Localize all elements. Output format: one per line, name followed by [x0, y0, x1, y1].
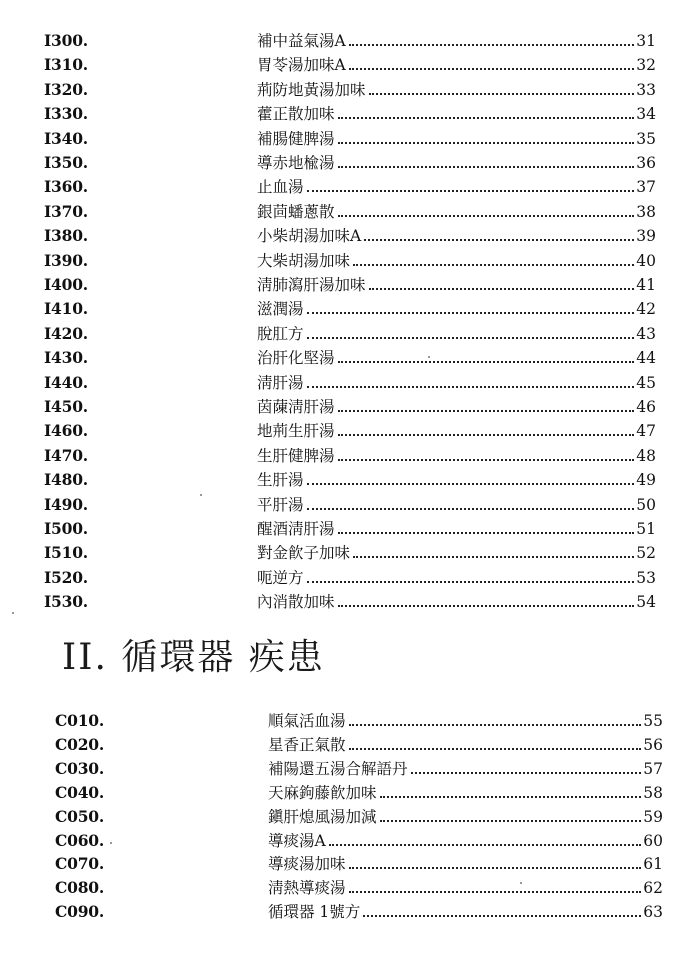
entry-code: I450.	[44, 397, 89, 416]
dot-leader	[353, 556, 634, 558]
entry-code: I430.	[44, 348, 89, 368]
toc-entry	[0, 493, 700, 517]
entry-code: C080.	[55, 878, 105, 898]
scan-speck	[428, 356, 430, 358]
toc-entry	[0, 541, 700, 565]
entry-page-number: 37	[636, 178, 656, 197]
entry-code: C020.	[55, 734, 105, 754]
toc-entry	[0, 444, 700, 468]
entry-page-number: 38	[636, 202, 656, 221]
toc-entry	[0, 781, 700, 805]
entry-title: 滋潤湯	[257, 300, 304, 319]
entry-code: I420.	[44, 323, 89, 343]
dot-leader	[349, 748, 642, 750]
toc-entry	[0, 273, 700, 297]
dot-leader	[349, 867, 642, 869]
toc-entry	[0, 151, 700, 175]
entry-code: I530.	[44, 592, 89, 612]
entry-title: 銀茴蟠蔥散	[257, 202, 335, 221]
dot-leader	[349, 68, 635, 70]
entry-line	[257, 493, 656, 517]
toc-entry	[0, 709, 700, 733]
dot-leader	[307, 312, 635, 314]
entry-title: 星香正氣散	[268, 735, 346, 754]
toc-entry	[0, 78, 700, 102]
entry-line	[268, 829, 663, 853]
entry-page-number: 45	[636, 373, 656, 392]
scan-speck	[520, 882, 522, 884]
entry-title: 內消散加味	[257, 593, 335, 612]
entry-code: C010.	[55, 711, 105, 730]
dot-leader	[349, 724, 642, 726]
entry-code: I470.	[44, 445, 89, 465]
toc-entry	[0, 322, 700, 346]
entry-code: I320.	[44, 79, 89, 99]
scan-speck	[12, 612, 14, 614]
entry-code: I390.	[44, 250, 89, 270]
entry-title: 胃苓湯加味A	[257, 56, 346, 75]
toc-entry	[0, 297, 700, 321]
entry-line	[257, 102, 656, 126]
entry-code: I440.	[44, 372, 89, 392]
dot-leader	[349, 44, 635, 46]
toc-entry	[0, 900, 700, 924]
toc-entry	[0, 805, 700, 829]
entry-page-number: 62	[643, 879, 663, 898]
entry-code: C030.	[55, 758, 105, 778]
entry-code: I360.	[44, 177, 89, 197]
entry-page-number: 51	[636, 520, 656, 538]
entry-code: C060.	[55, 830, 105, 850]
toc-entry	[0, 371, 700, 395]
entry-line	[268, 781, 663, 805]
entry-title: 天麻鉤藤飮加味	[268, 783, 377, 802]
toc-entry	[0, 566, 700, 590]
entry-code: I370.	[44, 201, 89, 221]
entry-page-number: 42	[636, 300, 656, 319]
toc-entry	[0, 175, 700, 199]
entry-page-number: 53	[636, 568, 656, 587]
dot-leader	[338, 215, 635, 217]
dot-leader	[369, 93, 635, 95]
entry-page-number: 47	[636, 422, 656, 441]
entry-page-number: 50	[636, 495, 656, 514]
entry-title: 大柴胡湯加味	[257, 251, 351, 270]
entry-title: 生肝健脾湯	[257, 446, 335, 465]
entry-line	[257, 346, 656, 370]
entry-code: I500.	[44, 519, 89, 538]
toc-entry	[0, 829, 700, 853]
entry-page-number: 56	[643, 735, 663, 754]
entry-line	[257, 590, 656, 614]
toc-entry	[0, 127, 700, 151]
entry-title: 對金飮子加味	[257, 544, 351, 563]
entry-title: 脫肛方	[257, 324, 304, 343]
entry-code: I410.	[44, 299, 89, 319]
entry-page-number: 57	[643, 759, 663, 778]
entry-line	[257, 29, 656, 53]
dot-leader	[307, 386, 635, 388]
entry-code: I490.	[44, 494, 89, 514]
dot-leader	[364, 239, 634, 241]
dot-leader	[307, 581, 635, 583]
entry-line	[268, 709, 663, 733]
entry-page-number: 58	[643, 783, 663, 802]
entry-title: 藿正散加味	[257, 105, 335, 124]
toc-entry	[0, 757, 700, 781]
section-2-heading: II. 循環器 疾患	[62, 637, 325, 678]
entry-title: 小柴胡湯加味A	[257, 227, 362, 246]
entry-line	[257, 566, 656, 590]
entry-title: 荊防地黃湯加味	[257, 80, 366, 99]
dot-leader	[349, 891, 642, 893]
entry-title: 地荊生肝湯	[257, 422, 335, 441]
dot-leader	[307, 337, 635, 339]
entry-title: 呃逆方	[257, 568, 304, 587]
entry-page-number: 34	[636, 105, 656, 124]
toc-entry	[0, 517, 700, 541]
entry-code: I300.	[44, 31, 89, 50]
entry-code: I350.	[44, 153, 89, 172]
dot-leader	[307, 483, 635, 485]
entry-title: 補腸健脾湯	[257, 129, 335, 148]
dot-leader	[338, 361, 635, 363]
entry-page-number: 36	[636, 154, 656, 172]
entry-code: C090.	[55, 902, 105, 922]
dot-leader	[380, 820, 642, 822]
dot-leader	[307, 190, 635, 192]
dot-leader	[338, 142, 635, 144]
entry-line	[268, 733, 663, 757]
toc-entry	[0, 29, 700, 53]
entry-page-number: 55	[643, 712, 663, 730]
toc-entry	[0, 733, 700, 757]
entry-line	[268, 805, 663, 829]
entry-page-number: 40	[636, 251, 656, 270]
entry-code: I400.	[44, 275, 89, 294]
entry-page-number: 52	[636, 544, 656, 563]
toc-entry	[0, 590, 700, 614]
entry-title: 淸肝湯	[257, 373, 304, 392]
entry-line	[257, 297, 656, 321]
entry-line	[257, 200, 656, 224]
entry-line	[268, 852, 663, 876]
entry-code: I520.	[44, 567, 89, 587]
dot-leader	[411, 772, 642, 774]
entry-line	[268, 757, 663, 781]
entry-page-number: 35	[636, 129, 656, 148]
entry-page-number: 31	[636, 32, 656, 50]
toc-entry	[0, 224, 700, 248]
toc-entry	[0, 249, 700, 273]
entry-page-number: 54	[636, 593, 656, 612]
entry-title: 止血湯	[257, 178, 304, 197]
entry-title: 治肝化堅湯	[257, 349, 335, 368]
dot-leader	[329, 844, 642, 846]
dot-leader	[338, 605, 635, 607]
toc-entry	[0, 200, 700, 224]
entry-title: 淸肺瀉肝湯加味	[257, 276, 366, 294]
entry-line	[257, 249, 656, 273]
entry-line	[257, 151, 656, 175]
entry-page-number: 60	[643, 831, 663, 850]
entry-title: 導痰湯加味	[268, 855, 346, 874]
dot-leader	[338, 459, 635, 461]
entry-page-number: 61	[643, 855, 663, 874]
entry-page-number: 43	[636, 324, 656, 343]
entry-page-number: 39	[636, 227, 656, 246]
entry-page-number: 46	[636, 398, 656, 416]
entry-code: C040.	[55, 782, 105, 802]
entry-code: I310.	[44, 55, 89, 75]
entry-line	[257, 541, 656, 565]
toc-entry	[0, 419, 700, 443]
entry-line	[257, 322, 656, 346]
toc-entry	[0, 346, 700, 370]
entry-title: 循環器 1號方	[268, 903, 361, 922]
dot-leader	[338, 117, 635, 119]
entry-code: C070.	[55, 854, 105, 874]
dot-leader	[307, 508, 635, 510]
entry-title: 淸熱導痰湯	[268, 879, 346, 898]
entry-page-number: 49	[636, 471, 656, 490]
scan-speck	[110, 842, 112, 844]
entry-page-number: 59	[643, 807, 663, 826]
entry-title: 補中益氣湯A	[257, 32, 346, 50]
entry-title: 鎭肝熄風湯加減	[268, 807, 377, 826]
toc-entry	[0, 468, 700, 492]
entry-line	[257, 517, 656, 541]
entry-title: 生肝湯	[257, 471, 304, 490]
entry-page-number: 33	[636, 80, 656, 99]
entry-line	[257, 468, 656, 492]
toc-entry	[0, 53, 700, 77]
toc-entry	[0, 876, 700, 900]
entry-code: I510.	[44, 543, 89, 563]
entry-code: I380.	[44, 226, 89, 246]
entry-line	[257, 53, 656, 77]
dot-leader	[380, 796, 642, 798]
entry-line	[257, 127, 656, 151]
toc-entry	[0, 852, 700, 876]
entry-page-number: 44	[636, 349, 656, 368]
entry-title: 順氣活血湯	[268, 712, 346, 730]
entry-page-number: 41	[636, 276, 656, 294]
dot-leader	[353, 264, 634, 266]
toc-entry	[0, 102, 700, 126]
dot-leader	[338, 434, 635, 436]
dot-leader	[363, 915, 641, 917]
entry-title: 醒酒淸肝湯	[257, 520, 335, 538]
entry-line	[257, 175, 656, 199]
dot-leader	[338, 166, 635, 168]
dot-leader	[369, 288, 635, 290]
entry-code: C050.	[55, 806, 105, 826]
entry-code: I460.	[44, 421, 89, 441]
entry-title: 導赤地楡湯	[257, 154, 335, 172]
entry-code: I340.	[44, 128, 89, 148]
entry-line	[268, 876, 663, 900]
entry-title: 平肝湯	[257, 495, 304, 514]
entry-page-number: 32	[636, 56, 656, 75]
entry-line	[257, 419, 656, 443]
entry-line	[257, 78, 656, 102]
entry-title: 導痰湯A	[268, 831, 326, 850]
entry-line	[257, 273, 656, 297]
entry-code: I480.	[44, 470, 89, 490]
entry-line	[257, 224, 656, 248]
entry-line	[257, 371, 656, 395]
entry-title: 茵蔯淸肝湯	[257, 398, 335, 416]
entry-title: 補陽還五湯合解語丹	[268, 759, 408, 778]
entry-page-number: 63	[643, 903, 663, 922]
entry-code: I330.	[44, 104, 89, 124]
scan-speck	[200, 494, 202, 496]
toc-entry	[0, 395, 700, 419]
dot-leader	[338, 532, 635, 534]
entry-line	[257, 395, 656, 419]
entry-line	[257, 444, 656, 468]
entry-line	[268, 900, 663, 924]
dot-leader	[338, 410, 635, 412]
entry-page-number: 48	[636, 446, 656, 465]
